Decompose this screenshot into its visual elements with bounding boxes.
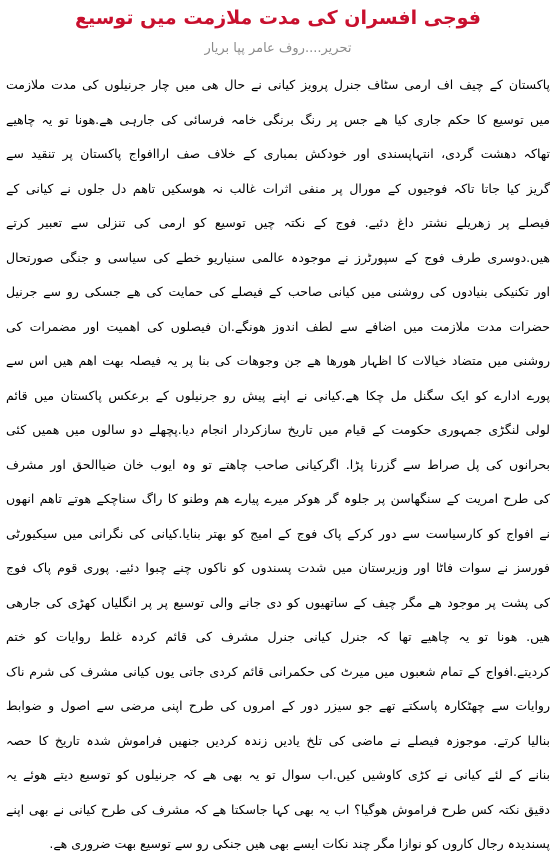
article-line: بنانے کے لئے کیانی نے کڑی کاوشیں کیں.اب سوال تو یہ بھی ھے کہ جرنیلوں کو توسیع دیتے ھوئے یہ — [6, 767, 550, 782]
article-line: حضرات مدت ملازمت میں اضافے سے لطف اندوز ھونگے.ان فیصلوں کی اھمیت اور مضمرات کی — [6, 318, 550, 334]
article-line: بحرانوں کی پل صراط سے گزرنا پڑا. اگرکیانی صاحب چاھتے تو وہ ایوب خان ضیاالحق اور مشرف — [6, 456, 550, 472]
article-line: نے افواج کو کارسیاست سے دور کرکے پاک فوج کے امیج کو بھتر بنایا.کیانی کی نگرانی میں سیکیورٹی — [6, 525, 550, 541]
article-line: میں توسیع کا حکم جاری کیا ھے جس پر رنگ برنگی خامہ فرسائی کی جارہی ھے.ھونا تو یہ چاھیے — [6, 111, 550, 127]
article-line: کردیتے.افواج کے تمام شعبوں میں میرٹ کی حکمرانی قائم کردی جاتی یوں کیانی مشرف کی شرم ناک — [6, 663, 550, 679]
article-line: پاکستان کے چیف اف ارمی سٹاف جنرل پرویز کیانی نے حال ھی میں چار جرنیلوں کی مدت ملازمت — [6, 77, 550, 92]
article-line: روایات سے چھٹکارہ پاسکتے تھے جو سیزر دور کے امروں کی طرح اپنی مرضی سے اصول و ضوابط — [6, 698, 550, 713]
article-line: پورے ادارے کو ایک سگنل مل چکا ھے.کیانی نے اپنے پیش رو جرنیلوں کے برعکس پاکستان میں قائم — [6, 387, 550, 403]
article-line: اور تکنیکی بنیادوں کی روشنی میں کیانی صاحب کے فیصلے کی حمایت کی ھے جسکی رو سے جرنیل — [6, 284, 550, 299]
article-line: روشنی میں متضاد خیالات کا اظہار ھورھا ھے جن وجوھات کی بنا پر یہ فیصلہ بھت اھم ھیں اس سے — [6, 353, 550, 368]
article-body — [6, 68, 550, 862]
article-line: دقیق نکتہ کس طرح فراموش ھوگیا؟ اب یہ بھی کہا جاسکتا ھے کہ مشرف کی طرح کیانی نے بھی اپنے — [6, 801, 550, 817]
article-line: فیصلے پر زھریلے نشتر داغ دئیے. فوج کے نکتہ چیں توسیع کو ارمی کی تنزلی سے تعبیر کرتے — [6, 215, 550, 230]
article-line: گریز کیا جاتا تاکہ فوجیوں کے مورال پر منفی اثرات غالب نہ ھوسکیں تاھم دل جلوں نے کیانی کے — [6, 180, 550, 196]
article-byline: تحریر....روف عامر پپا بریار — [204, 41, 352, 56]
article-line: بنالیا کرتے. موجوزہ فیصلے نے ماضی کی تلخ یادیں زندہ کردیں جنھیں فراموش شدہ تاریخ کا حصہ — [6, 732, 550, 748]
article-line: ھیں.دوسری طرف فوج کے سپورٹرز نے موجودہ عالمی سنیاریو خطے کی سیاسی و جنگی صورتحال — [6, 249, 550, 265]
article-line: لولی لنگڑی جمہوری حکومت کے قیام میں تاریخ سازکردار انجام دیا.پچھلے دو سالوں میں ھمیں کئی — [6, 422, 550, 437]
article-line: فورسز نے سوات فاٹا اور وزیرستان میں شدت پسندوں کو ناکوں چنے چبوا دئیے. پوری قوم پاک فوج — [6, 560, 550, 575]
article-title: فوجی افسران کی مدت ملازمت میں توسیع — [75, 7, 481, 29]
article-line: تھاکہ دھشت گردی، انتہاپسندی اور خودکش بمباری کے خلاف صف اراافواج پاکستان پر تنقید سے — [6, 146, 550, 161]
article-line: کی پشت پر موجود ھے مگر چیف کے ساتھیوں کو دی جانے والی توسیع پر پر انگلیاں کھڑی کی جارھی — [6, 594, 550, 610]
article-line: کی طرح امریت کے سنگھاسن پر جلوہ گر ھوکر میرے پیارے ھم وطنو کا راگ سناچکے ھوتے تاھم انھوں — [6, 491, 550, 506]
article-line: پسندیدہ رجال کاروں کو نوازا مگر چند نکات ایسے بھی ھیں جنکی رو سے توسیع بھت ضروری ھے. — [49, 836, 550, 851]
article-line: ھیں. ھونا تو یہ چاھیے تھا کہ جنرل کیانی جنرل مشرف کی قائم کردہ غلط روایات کو ختم — [6, 629, 550, 644]
